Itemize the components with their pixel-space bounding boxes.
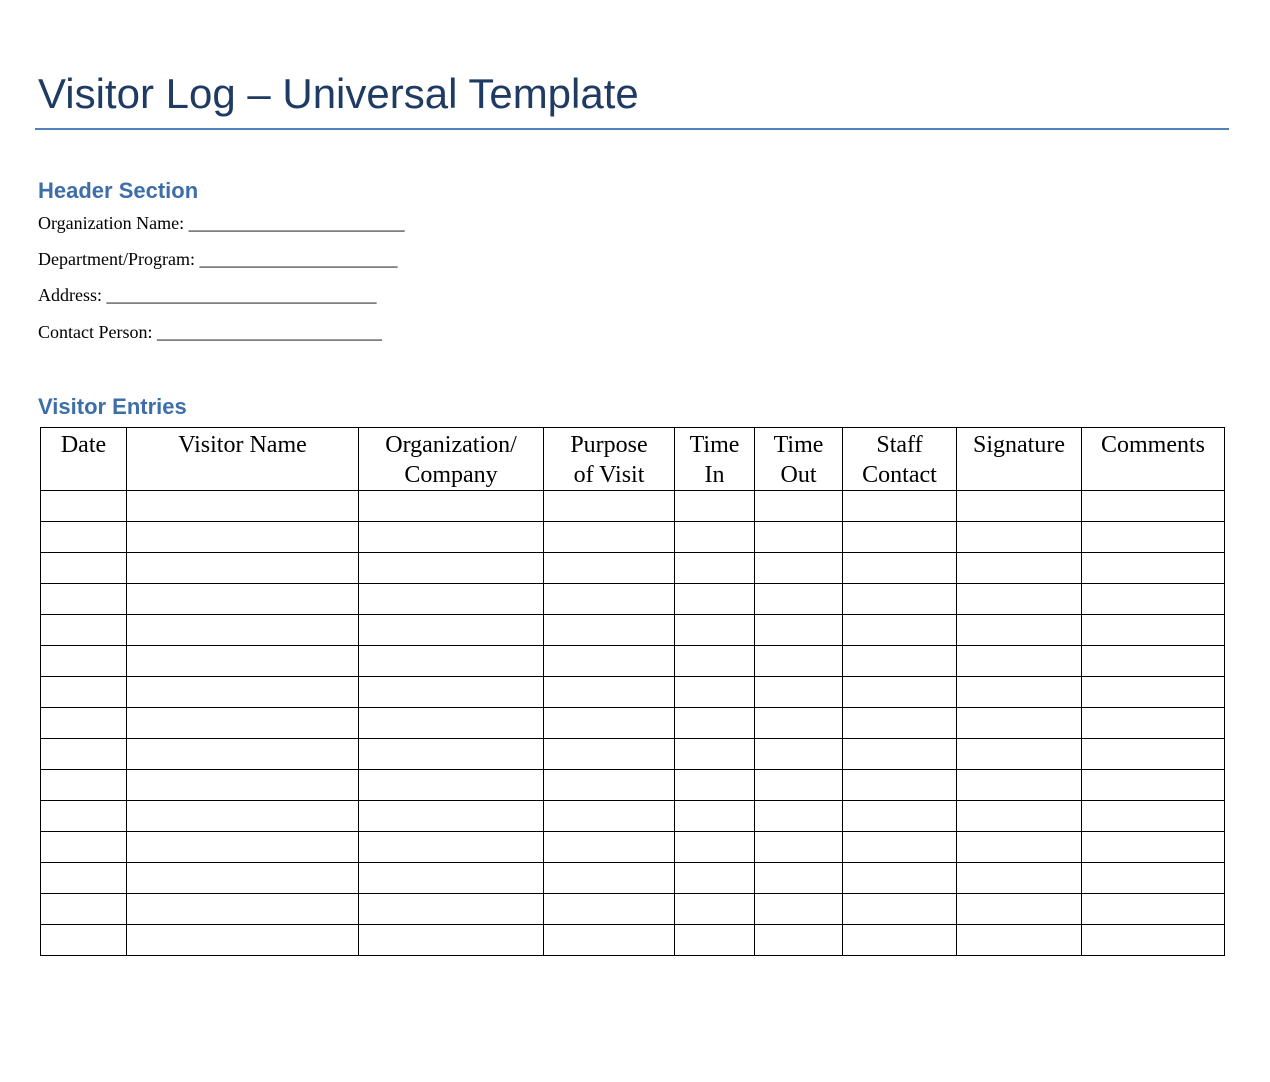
table-row [41,770,1225,801]
table-cell[interactable] [843,491,957,522]
table-cell[interactable] [41,646,127,677]
table-cell[interactable] [127,584,359,615]
column-header-organization: Organization/ Company [359,428,544,491]
table-cell[interactable] [843,615,957,646]
table-cell[interactable] [1082,925,1225,956]
table-cell[interactable] [359,553,544,584]
table-cell[interactable] [957,894,1082,925]
table-cell[interactable] [127,646,359,677]
table-cell[interactable] [544,584,675,615]
table-cell[interactable] [41,801,127,832]
table-cell[interactable] [1082,770,1225,801]
table-cell[interactable] [755,522,843,553]
table-row [41,646,1225,677]
table-cell[interactable] [41,522,127,553]
page-title: Visitor Log – Universal Template [38,70,639,117]
table-cell[interactable] [1082,708,1225,739]
table-cell[interactable] [127,677,359,708]
table-cell[interactable] [359,801,544,832]
table-cell[interactable] [359,770,544,801]
table-cell[interactable] [544,615,675,646]
table-cell[interactable] [41,863,127,894]
table-cell[interactable] [675,832,755,863]
table-cell[interactable] [1082,801,1225,832]
table-cell[interactable] [675,925,755,956]
table-cell[interactable] [957,646,1082,677]
table-cell[interactable] [755,739,843,770]
table-row [41,708,1225,739]
table-cell[interactable] [359,491,544,522]
table-cell[interactable] [359,677,544,708]
table-cell[interactable] [41,708,127,739]
table-cell[interactable] [957,801,1082,832]
table-row [41,522,1225,553]
table-cell[interactable] [41,894,127,925]
table-cell[interactable] [675,801,755,832]
address-field[interactable]: Address: ______________________________ [38,285,377,305]
table-cell[interactable] [843,770,957,801]
table-cell[interactable] [41,553,127,584]
contact-person-field[interactable]: Contact Person: _________________________ [38,322,382,342]
table-cell[interactable] [359,615,544,646]
table-cell[interactable] [957,925,1082,956]
column-header-time-out: Time Out [755,428,843,491]
column-header-purpose: Purpose of Visit [544,428,675,491]
table-cell[interactable] [127,708,359,739]
column-header-time-in: Time In [675,428,755,491]
table-cell[interactable] [675,677,755,708]
table-cell[interactable] [544,677,675,708]
table-cell[interactable] [544,708,675,739]
table-cell[interactable] [843,677,957,708]
column-header-date: Date [41,428,127,491]
table-cell[interactable] [544,863,675,894]
table-cell[interactable] [1082,832,1225,863]
table-cell[interactable] [675,491,755,522]
table-cell[interactable] [957,522,1082,553]
table-cell[interactable] [127,801,359,832]
visitor-entries-heading: Visitor Entries [38,394,187,419]
table-cell[interactable] [359,584,544,615]
table-cell[interactable] [41,677,127,708]
table-cell[interactable] [41,584,127,615]
table-cell[interactable] [127,739,359,770]
table-cell[interactable] [957,832,1082,863]
table-cell[interactable] [41,770,127,801]
column-header-signature: Signature [957,428,1082,491]
table-cell[interactable] [843,646,957,677]
visitor-entries-table [40,427,1225,956]
table-cell[interactable] [957,739,1082,770]
table-cell[interactable] [843,708,957,739]
table-cell[interactable] [127,615,359,646]
table-cell[interactable] [1082,894,1225,925]
table-cell[interactable] [127,522,359,553]
table-cell[interactable] [544,925,675,956]
table-cell[interactable] [957,677,1082,708]
table-cell[interactable] [755,801,843,832]
table-cell[interactable] [127,770,359,801]
table-cell[interactable] [1082,863,1225,894]
table-cell[interactable] [755,925,843,956]
table-cell[interactable] [544,553,675,584]
table-cell[interactable] [544,739,675,770]
table-cell[interactable] [544,770,675,801]
table-cell[interactable] [843,925,957,956]
table-cell[interactable] [544,894,675,925]
table-cell[interactable] [675,739,755,770]
table-cell[interactable] [127,491,359,522]
table-row [41,832,1225,863]
column-header-comments: Comments [1082,428,1225,491]
table-row [41,801,1225,832]
table-cell[interactable] [1082,615,1225,646]
table-cell[interactable] [843,832,957,863]
table-cell[interactable] [675,522,755,553]
table-cell[interactable] [755,491,843,522]
table-cell[interactable] [1082,677,1225,708]
table-cell[interactable] [675,863,755,894]
table-cell[interactable] [127,553,359,584]
table-cell[interactable] [544,646,675,677]
table-cell[interactable] [1082,491,1225,522]
table-cell[interactable] [359,925,544,956]
table-cell[interactable] [957,770,1082,801]
table-cell[interactable] [675,770,755,801]
table-cell[interactable] [755,677,843,708]
table-cell[interactable] [1082,522,1225,553]
organization-name-field[interactable]: Organization Name: ________________________ [38,213,405,233]
table-cell[interactable] [957,615,1082,646]
table-cell[interactable] [957,491,1082,522]
table-cell[interactable] [843,553,957,584]
table-cell[interactable] [957,584,1082,615]
table-cell[interactable] [544,801,675,832]
table-cell[interactable] [675,894,755,925]
column-header-visitor-name: Visitor Name [127,428,359,491]
table-cell[interactable] [843,894,957,925]
header-section-heading: Header Section [38,178,199,203]
table-cell[interactable] [843,584,957,615]
visitor-entries-body [41,491,1225,956]
table-row [41,553,1225,584]
table-cell[interactable] [359,832,544,863]
table-cell[interactable] [127,925,359,956]
table-cell[interactable] [755,708,843,739]
table-row [41,894,1225,925]
table-row [41,925,1225,956]
table-cell[interactable] [675,584,755,615]
table-cell[interactable] [675,708,755,739]
table-cell[interactable] [843,522,957,553]
table-cell[interactable] [544,832,675,863]
table-header-row [41,428,1225,491]
table-row [41,491,1225,522]
table-cell[interactable] [755,646,843,677]
table-cell[interactable] [359,708,544,739]
table-cell[interactable] [127,894,359,925]
table-cell[interactable] [755,770,843,801]
table-cell[interactable] [755,553,843,584]
table-cell[interactable] [755,863,843,894]
table-cell[interactable] [359,646,544,677]
table-cell[interactable] [675,553,755,584]
table-cell[interactable] [675,615,755,646]
table-cell[interactable] [41,615,127,646]
table-cell[interactable] [41,925,127,956]
table-cell[interactable] [544,491,675,522]
table-cell[interactable] [957,553,1082,584]
table-cell[interactable] [675,646,755,677]
table-cell[interactable] [127,832,359,863]
department-program-field[interactable]: Department/Program: ______________________ [38,249,398,269]
table-cell[interactable] [1082,584,1225,615]
table-cell[interactable] [359,522,544,553]
table-cell[interactable] [755,584,843,615]
table-row [41,677,1225,708]
table-cell[interactable] [1082,553,1225,584]
column-header-staff-contact: Staff Contact [843,428,957,491]
table-cell[interactable] [1082,646,1225,677]
table-cell[interactable] [843,801,957,832]
table-cell[interactable] [957,863,1082,894]
table-cell[interactable] [755,832,843,863]
table-cell[interactable] [843,863,957,894]
table-cell[interactable] [127,863,359,894]
table-cell[interactable] [41,739,127,770]
table-cell[interactable] [957,708,1082,739]
table-row [41,739,1225,770]
table-cell[interactable] [755,894,843,925]
table-cell[interactable] [359,739,544,770]
table-cell[interactable] [359,863,544,894]
table-cell[interactable] [755,615,843,646]
table-cell[interactable] [359,894,544,925]
title-divider [35,128,1229,130]
table-row [41,584,1225,615]
table-cell[interactable] [843,739,957,770]
table-cell[interactable] [41,832,127,863]
table-row [41,863,1225,894]
table-cell[interactable] [1082,739,1225,770]
table-cell[interactable] [544,522,675,553]
table-cell[interactable] [41,491,127,522]
table-row [41,615,1225,646]
